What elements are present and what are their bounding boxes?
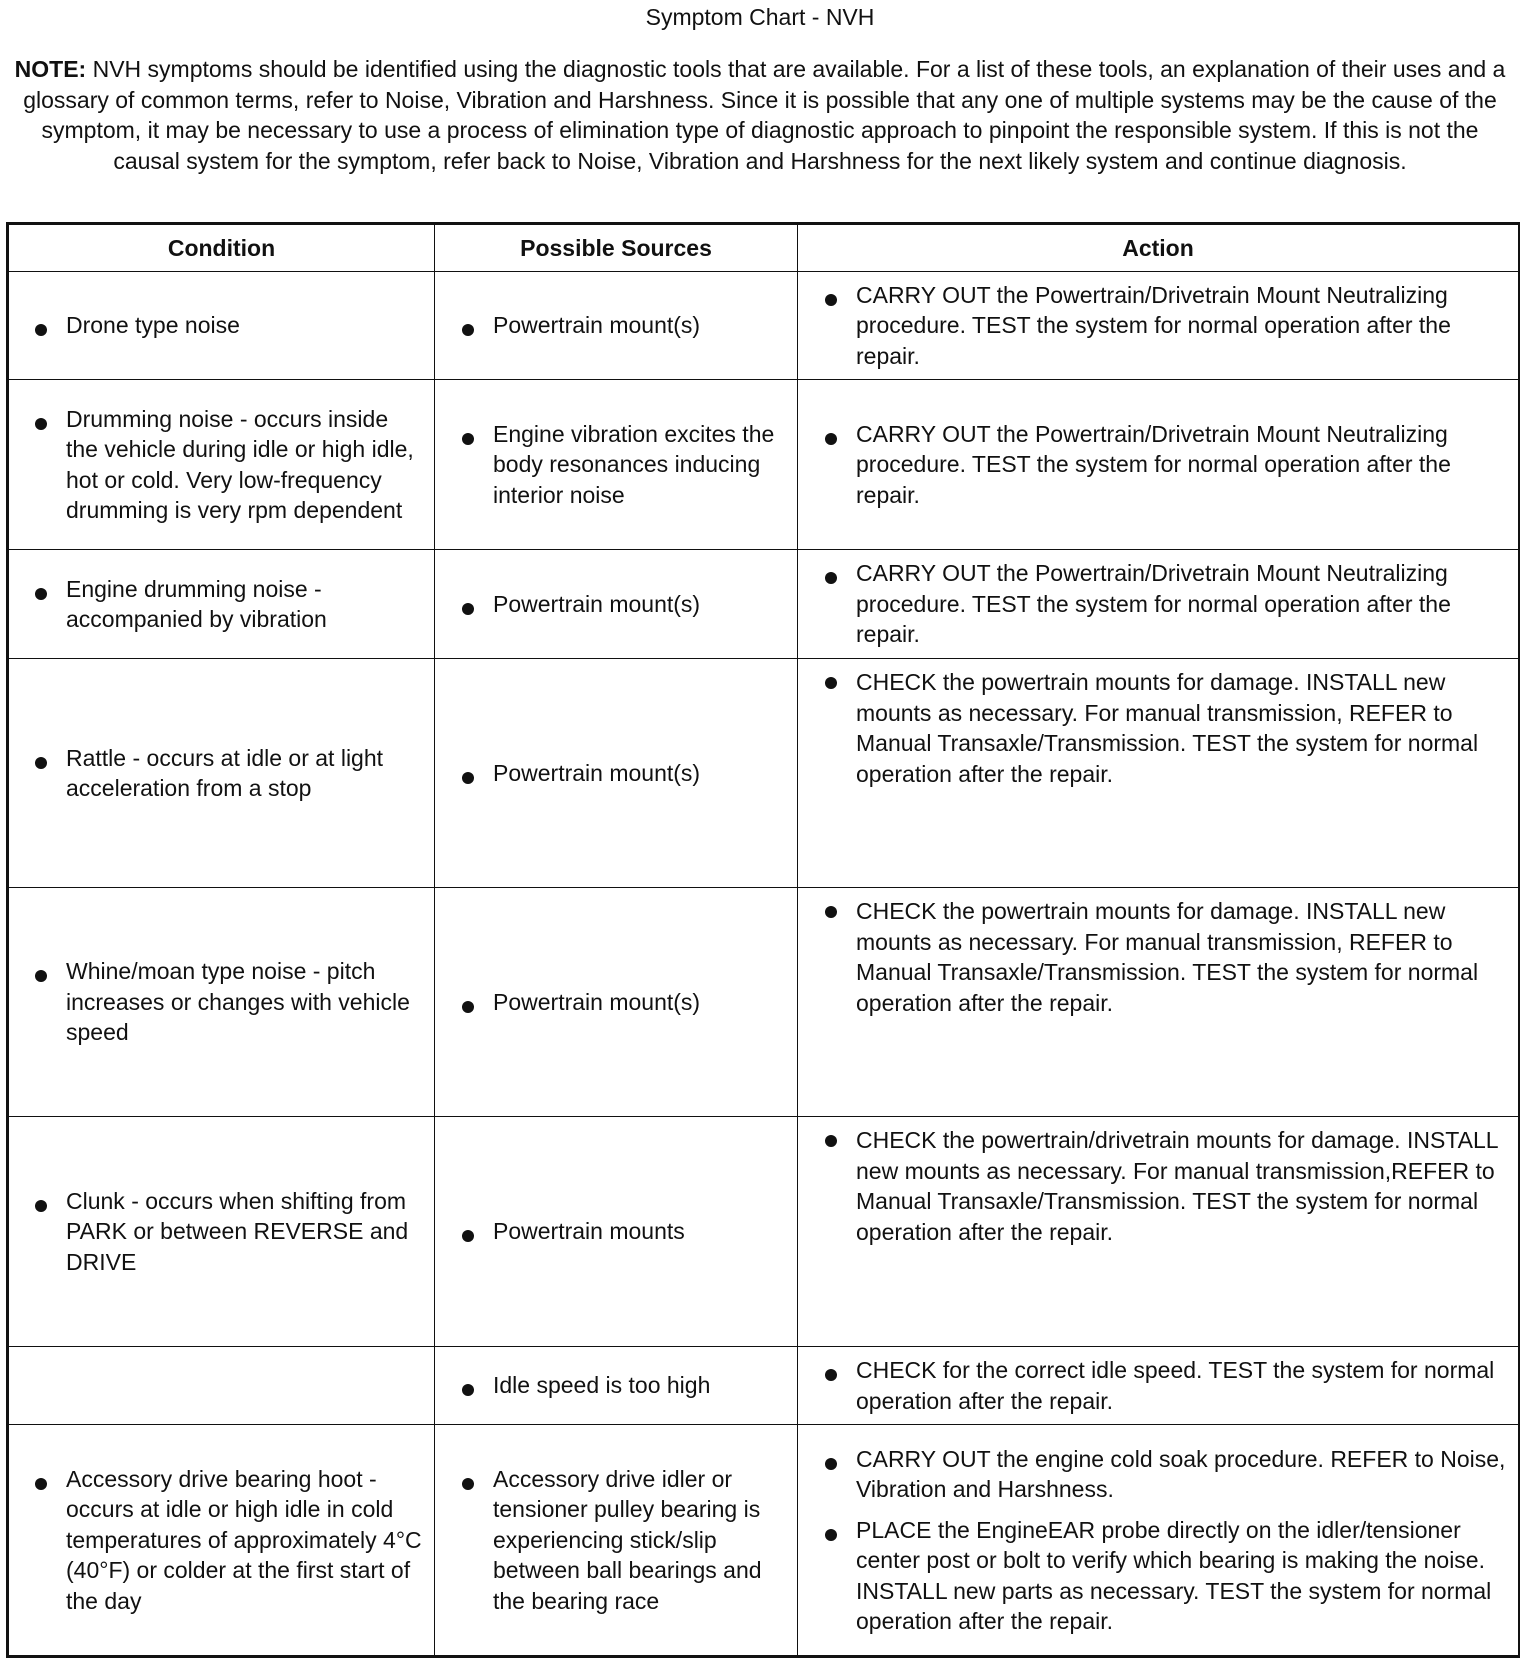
source-text: Powertrain mounts [435, 1212, 797, 1251]
condition-text: Drone type noise [9, 306, 434, 345]
table-row [8, 888, 1520, 1117]
action-text: PLACE the EngineEAR probe directly on the idler/tensioner center post or bolt to verify which bearing is making the noise. INSTALL new parts as necessary. TEST the system for normal operation after the repair. [798, 1511, 1518, 1641]
action-text: CARRY OUT the Powertrain/Drivetrain Mount Neutralizing procedure. TEST the system for normal operation after the repair. [798, 554, 1518, 654]
condition-cell [8, 380, 435, 550]
source-text: Idle speed is too high [435, 1366, 797, 1405]
note-paragraph [10, 54, 1510, 176]
action-text: CARRY OUT the Powertrain/Drivetrain Mount Neutralizing procedure. TEST the system for normal operation after the repair. [798, 415, 1518, 515]
header-condition: Condition [8, 224, 435, 272]
condition-cell [8, 272, 435, 380]
source-text: Accessory drive idler or tensioner pulley bearing is experiencing stick/slip between ball bearings and the bearing race [435, 1460, 797, 1621]
action-cell [798, 1117, 1520, 1347]
table-row [8, 272, 1520, 380]
header-possible-sources: Possible Sources [435, 224, 798, 272]
condition-text: Drumming noise - occurs inside the vehicle during idle or high idle, hot or cold. Very low-frequency drumming is very rpm dependent [9, 400, 434, 530]
source-cell [435, 272, 798, 380]
condition-cell [8, 550, 435, 659]
table-header-row [8, 224, 1520, 272]
source-text: Powertrain mount(s) [435, 983, 797, 1022]
symptom-table [6, 222, 1520, 1658]
source-text: Powertrain mount(s) [435, 754, 797, 793]
page-title: Symptom Chart - NVH [645, 4, 875, 30]
condition-text: Rattle - occurs at idle or at light acceleration from a stop [9, 739, 434, 808]
header-action: Action [798, 224, 1520, 272]
table-row [8, 380, 1520, 550]
source-cell [435, 550, 798, 659]
source-cell [435, 1117, 798, 1347]
note-text: NVH symptoms should be identified using the diagnostic tools that are available. For a list of these tools, an explanation of their uses and a glossary of common terms, refer to Noise, Vibration and Harshness. Since it is possible that any one of multiple systems may be the cause of the symptom, it may be necessary to use a process of elimination type of diagnostic approach to pinpoint the responsible system. If this is not the causal system for the symptom, refer back to Noise, Vibration and Harshness for the next likely system and continue diagnosis. [23, 56, 1506, 174]
source-cell [435, 380, 798, 550]
source-cell [435, 659, 798, 888]
table-row [8, 1425, 1520, 1657]
condition-text: Clunk - occurs when shifting from PARK or between REVERSE and DRIVE [9, 1182, 434, 1282]
table-row [8, 1117, 1520, 1347]
action-text: CHECK for the correct idle speed. TEST the system for normal operation after the repair. [798, 1351, 1518, 1420]
action-text: CHECK the powertrain/drivetrain mounts for damage. INSTALL new mounts as necessary. For manual transmission,REFER to Manual Transaxle/Transmission. TEST the system for normal operation after the repair. [798, 1117, 1518, 1251]
action-cell [798, 888, 1520, 1117]
table-row [8, 1347, 1520, 1425]
table-row [8, 659, 1520, 888]
action-text: CHECK the powertrain mounts for damage. INSTALL new mounts as necessary. For manual transmission, REFER to Manual Transaxle/Transmission. TEST the system for normal operation after the repair. [798, 659, 1518, 793]
action-cell [798, 659, 1520, 888]
action-text: CHECK the powertrain mounts for damage. INSTALL new mounts as necessary. For manual transmission, REFER to Manual Transaxle/Transmission. TEST the system for normal operation after the repair. [798, 888, 1518, 1022]
note-label: NOTE: [14, 56, 87, 82]
source-cell [435, 1425, 798, 1657]
action-text: CARRY OUT the Powertrain/Drivetrain Mount Neutralizing procedure. TEST the system for normal operation after the repair. [798, 276, 1518, 376]
condition-text: Accessory drive bearing hoot - occurs at idle or high idle in cold temperatures of approximately 4°C (40°F) or colder at the first start of the day [9, 1460, 434, 1621]
source-cell [435, 1347, 798, 1425]
condition-cell [8, 1117, 435, 1347]
condition-cell-empty [8, 1347, 435, 1425]
source-text: Powertrain mount(s) [435, 306, 797, 345]
action-cell [798, 550, 1520, 659]
condition-cell [8, 659, 435, 888]
action-text: CARRY OUT the engine cold soak procedure. REFER to Noise, Vibration and Harshness. [798, 1440, 1518, 1509]
condition-cell [8, 888, 435, 1117]
action-cell [798, 380, 1520, 550]
condition-text: Engine drumming noise - accompanied by vibration [9, 570, 434, 639]
action-cell [798, 272, 1520, 380]
source-text: Engine vibration excites the body resonances inducing interior noise [435, 415, 797, 515]
source-text: Powertrain mount(s) [435, 585, 797, 624]
condition-cell [8, 1425, 435, 1657]
action-cell [798, 1425, 1520, 1657]
source-cell [435, 888, 798, 1117]
action-cell [798, 1347, 1520, 1425]
condition-text: Whine/moan type noise - pitch increases or changes with vehicle speed [9, 952, 434, 1052]
table-row [8, 550, 1520, 659]
